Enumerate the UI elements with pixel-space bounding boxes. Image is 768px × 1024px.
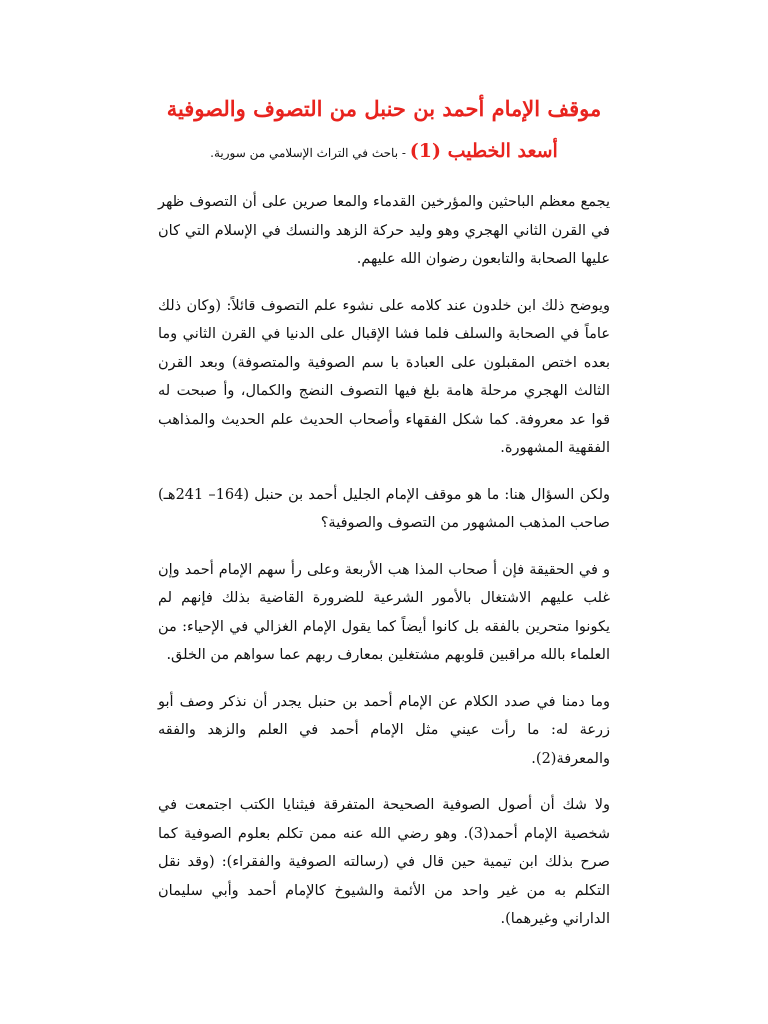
paragraph: ويوضح ذلك ابن خلدون عند كلامه على نشوء علم التصوف قائلاً: (وكان ذلك عاماً في الصحابة والسلف فلما فشا الإقبال على الدنيا في القرن الثاني وما بعده اختص المقبلون على العبادة با سم الصوفية والمتصوفة) وبعد القرن الثالث الهجري مرحلة هامة بلغ فيها التصوف النضج والكمال، وأ صبحت له قوا عد معروفة. كما شكل الفقهاء وأصحاب الحديث علم الحديث والمذاهب الفقهية المشهورة.	[158, 297, 610, 456]
author-description: - باحث في التراث الإسلامي من سورية.	[210, 146, 410, 160]
author-name: أسعد الخطيب (1)	[409, 140, 558, 162]
author-line	[158, 136, 610, 168]
article-title: موقف الإمام أحمد بن حنبل من التصوف والصوفية	[166, 96, 602, 121]
paragraph: وما دمنا في صدد الكلام عن الإمام أحمد بن حنبل يجدر أن نذكر وصف أبو زرعة له: ما رأت عيني مثل الإمام أحمد في العلم والزهد والفقه والمعرفة(2).	[158, 693, 611, 767]
paragraph: ولا شك أن أصول الصوفية الصحيحة المتفرقة فيثنايا الكتب اجتمعت في شخصية الإمام أحمد(3). وهو رضي الله عنه ممن تكلم بعلوم الصوفية كما صرح بذلك ابن تيمية حين قال في (رسالته الصوفية والفقراء): (وقد نقل التكلم به من غير واحد من الأئمة والشيوخ كالإمام أحمد وأبي سليمان الداراني وغيرهما).	[158, 797, 610, 927]
article-body	[158, 188, 610, 934]
paragraph: ولكن السؤال هنا: ما هو موقف الإمام الجليل أحمد بن حنبل (164– 241هـ) صاحب المذهب المشهور من التصوف والصوفية؟	[158, 486, 610, 531]
paragraph: يجمع معظم الباحثين والمؤرخين القدماء والمعا صرين على أن التصوف ظهر في القرن الثاني الهجري وهو وليد حركة الزهد والنسك في الإسلام التي كان عليها الصحابة والتابعون رضوان الله عليهم.	[158, 194, 610, 267]
paragraph: و في الحقيقة فإن أ صحاب المذا هب الأربعة وعلى رأ سهم الإمام أحمد وإن غلب عليهم الاشتغال بالأمور الشرعية للضرورة القاضية بذلك فإنهم لم يكونوا متحرين بالفقه بل كانوا أيضاً كما يقول الإمام الغزالي في الإحياء: من العلماء بالله مراقبين قلوبهم مشتغلين بمعارف ربهم عما سواهم من الخلق.	[158, 561, 610, 663]
